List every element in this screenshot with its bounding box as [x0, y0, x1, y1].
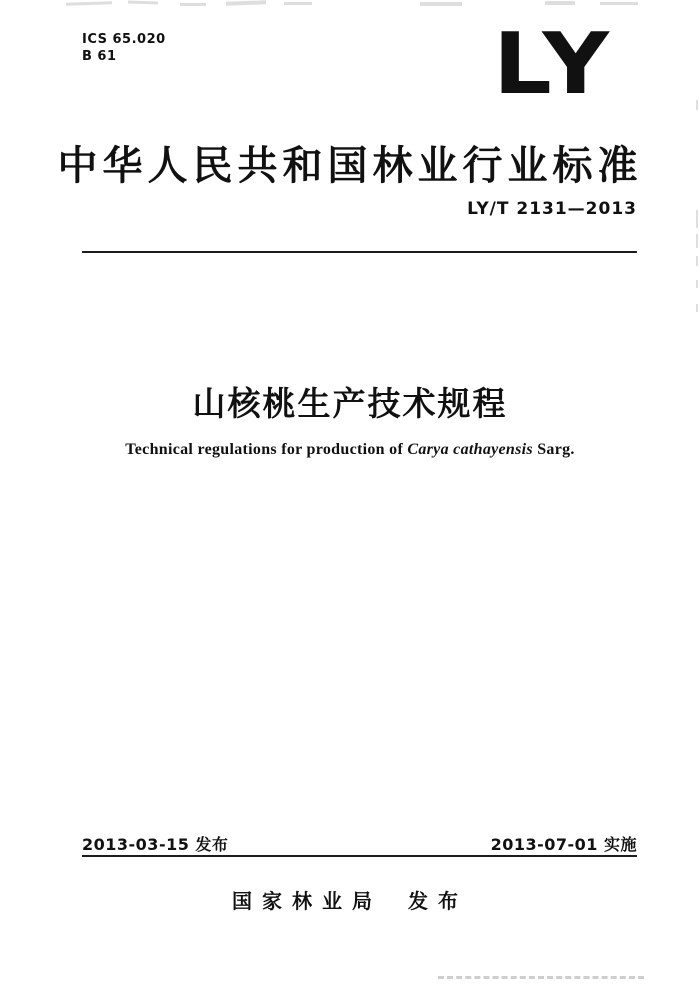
ics-block — [82, 31, 166, 65]
issue-date: 2013-03-15 发布 — [82, 835, 229, 854]
publisher-action: 发布 — [408, 889, 468, 913]
title-en-suffix: Sarg. — [532, 441, 575, 458]
ics-code: ICS 65.020 — [82, 32, 166, 47]
scan-artifact-right — [696, 234, 698, 248]
scan-artifact-top — [284, 2, 312, 5]
title-en-species-name: Carya cathayensis — [407, 441, 533, 458]
scan-artifact-right — [696, 280, 698, 288]
footer-dates — [82, 832, 637, 855]
publisher-name: 国家林业局 — [232, 889, 382, 913]
document-title-cn: 山核桃生产技术规程 — [192, 384, 508, 423]
standard-number: LY/T 2131—2013 — [467, 199, 637, 219]
footer-divider — [82, 855, 637, 857]
scan-artifact-top — [600, 2, 638, 5]
standard-category-title: 中华人民共和国林业行业标准 — [57, 143, 643, 189]
scan-artifact-right — [696, 304, 698, 312]
scan-artifact-top — [420, 2, 462, 6]
classification-code: B 61 — [82, 49, 117, 64]
scan-artifact-top — [226, 0, 266, 5]
scan-artifact-right — [696, 210, 698, 228]
scan-artifact-top — [66, 1, 112, 6]
header-divider — [82, 251, 637, 253]
ly-logo: LY — [493, 14, 614, 114]
scan-artifact-bottom — [438, 976, 644, 979]
implementation-date: 2013-07-01 实施 — [490, 835, 637, 854]
scan-artifact-top — [128, 0, 158, 4]
title-en-prefix: Technical regulations for production of — [125, 441, 408, 458]
scan-artifact-top — [545, 1, 575, 5]
scan-artifact-top — [180, 3, 206, 6]
publisher-line — [0, 885, 700, 914]
document-title-en — [0, 441, 700, 459]
scan-artifact-right — [696, 256, 698, 266]
scan-artifact-right — [696, 100, 698, 110]
